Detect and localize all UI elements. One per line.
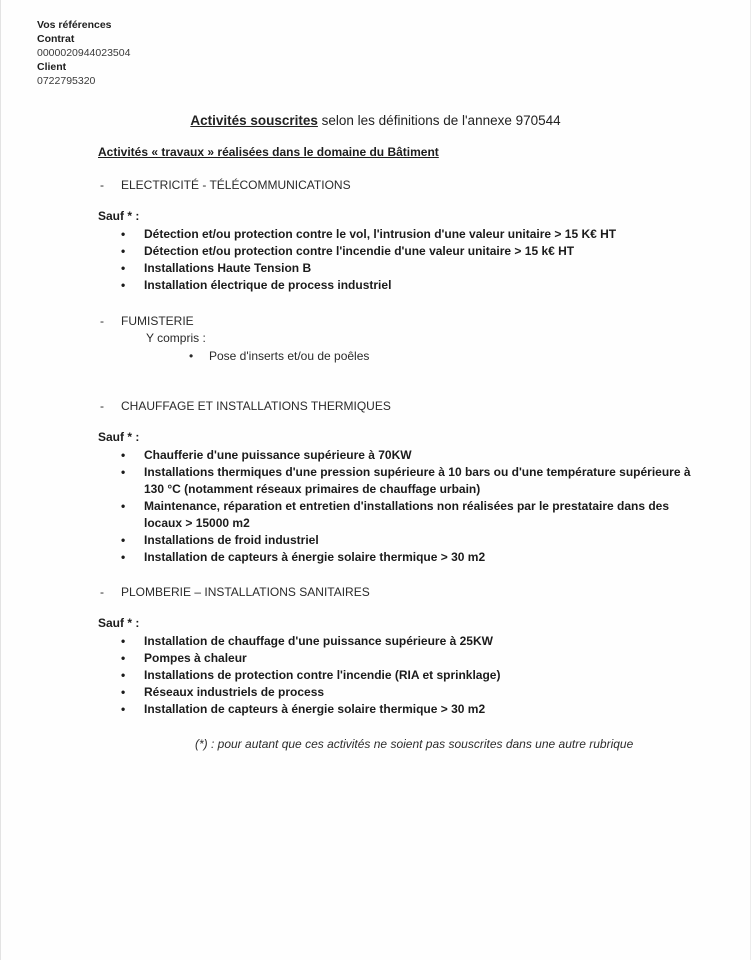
bullet-item: • Maintenance, réparation et entretien d'installations non réalisées par le prestataire dans des locaux > 15000 m2 (98, 498, 708, 532)
bullet-item: • Chaufferie d'une puissance supérieure à 70KW (98, 447, 708, 464)
page-title-emphasis: Activités souscrites (190, 113, 318, 128)
bullet-item: • Installation de capteurs à énergie solaire thermique > 30 m2 (98, 549, 708, 566)
section-chauffage-title: - CHAUFFAGE ET INSTALLATIONS THERMIQUES (98, 398, 712, 415)
bullet-item: • Installations thermiques d'une pression supérieure à 10 bars ou d'une température supérieure à 130 °C (notamment réseaux primaires de chauffage urbain) (98, 464, 708, 498)
section-chauffage-bullet-list (98, 447, 708, 566)
section-fumisterie (98, 313, 712, 365)
bullet-item: • Pompes à chaleur (98, 650, 708, 667)
section-electricite-sauf-label: Sauf * : (98, 209, 140, 223)
page-subtitle: Activités « travaux » réalisées dans le domaine du Bâtiment (98, 145, 439, 159)
bullet-item: • Détection et/ou protection contre l'incendie d'une valeur unitaire > 15 k€ HT (98, 243, 708, 260)
bullet-item: • Installations Haute Tension B (98, 260, 708, 277)
section-plomberie-title: - PLOMBERIE – INSTALLATIONS SANITAIRES (98, 584, 712, 601)
section-electricite-bullet-list (98, 226, 708, 294)
section-plomberie-bullet-list (98, 633, 708, 718)
client-label: Client (37, 61, 67, 73)
section-fumisterie-bullet-list (98, 348, 708, 365)
section-electricite-title: - ELECTRICITÉ - TÉLÉCOMMUNICATIONS (98, 177, 712, 194)
section-chauffage-sauf-label: Sauf * : (98, 430, 140, 444)
section-fumisterie-title: - FUMISTERIE (98, 313, 712, 330)
section-plomberie (98, 584, 712, 718)
reference-block (37, 18, 750, 88)
bullet-item: • Installations de froid industriel (98, 532, 708, 549)
page-title-rest: selon les définitions de l'annexe 970544 (317, 113, 561, 128)
bullet-item: • Installation électrique de process industriel (98, 277, 708, 294)
bullet-item: • Installation de capteurs à énergie solaire thermique > 30 m2 (98, 701, 708, 718)
section-chauffage (98, 398, 712, 566)
client-number: 0722795320 (37, 75, 96, 87)
document-body (98, 177, 712, 752)
section-electricite (98, 177, 712, 294)
contrat-label: Contrat (37, 33, 75, 45)
bullet-item: • Installations de protection contre l'incendie (RIA et sprinklage) (98, 667, 708, 684)
section-plomberie-sauf-label: Sauf * : (98, 616, 140, 630)
contrat-number: 0000020944023504 (37, 47, 131, 59)
asterisk-footnote: (*) : pour autant que ces activités ne soient pas souscrites dans une autre rubrique (195, 737, 634, 751)
bullet-item: • Pose d'inserts et/ou de poêles (98, 348, 708, 365)
bullet-item: • Détection et/ou protection contre le vol, l'intrusion d'une valeur unitaire > 15 K€ HT (98, 226, 708, 243)
page-title (1, 112, 750, 129)
section-fumisterie-compris-label: Y compris : (146, 331, 206, 345)
bullet-item: • Installation de chauffage d'une puissance supérieure à 25KW (98, 633, 708, 650)
bullet-item: • Réseaux industriels de process (98, 684, 708, 701)
vos-references-label: Vos références (37, 19, 112, 31)
